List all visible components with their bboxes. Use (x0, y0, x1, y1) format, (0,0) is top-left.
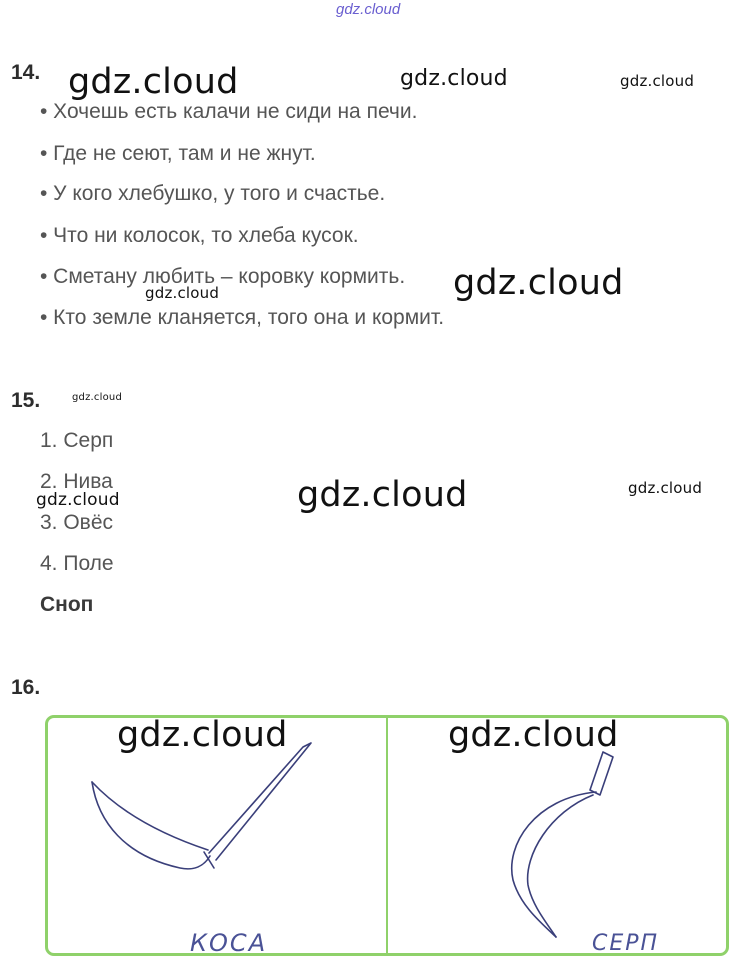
watermark: gdz.cloud (72, 392, 123, 403)
answer-item: 1. Серп (40, 429, 114, 452)
task-15-number: 15. (11, 389, 41, 412)
watermark: gdz.cloud (453, 263, 624, 303)
watermark: gdz.cloud (117, 715, 288, 755)
watermark: gdz.cloud (68, 62, 239, 102)
task-16-number: 16. (11, 676, 41, 699)
sickle-label: СЕРП (592, 931, 660, 956)
task-15-keyword: Сноп (40, 593, 94, 616)
proverb-item: • Сметану любить – коровку кормить. (40, 265, 406, 288)
scythe-drawing (92, 743, 311, 869)
answer-item: 4. Поле (40, 552, 114, 575)
watermark: gdz.cloud (620, 72, 695, 90)
watermark: gdz.cloud (36, 490, 120, 510)
proverb-item: • Хочешь есть калачи не сиди на печи. (40, 100, 418, 123)
watermark: gdz.cloud (400, 66, 508, 91)
proverb-item: • Кто земле кланяется, того она и кормит. (40, 306, 445, 329)
watermark: gdz.cloud (628, 479, 703, 497)
watermark: gdz.cloud (297, 475, 468, 515)
proverb-item: • Что ни колосок, то хлеба кусок. (40, 224, 359, 247)
answer-item: 3. Овёс (40, 511, 114, 534)
proverb-item: • У кого хлебушко, у того и счастье. (40, 182, 386, 205)
proverb-item: • Где не сеют, там и не жнут. (40, 142, 316, 165)
answer-item: 2. Нива (40, 470, 113, 493)
task-14-number: 14. (11, 61, 41, 84)
sickle-drawing (512, 752, 613, 937)
watermark: gdz.cloud (448, 715, 619, 755)
scythe-label: КОСА (190, 929, 268, 957)
watermark: gdz.cloud (145, 284, 220, 302)
header-watermark: gdz.cloud (336, 1, 401, 18)
